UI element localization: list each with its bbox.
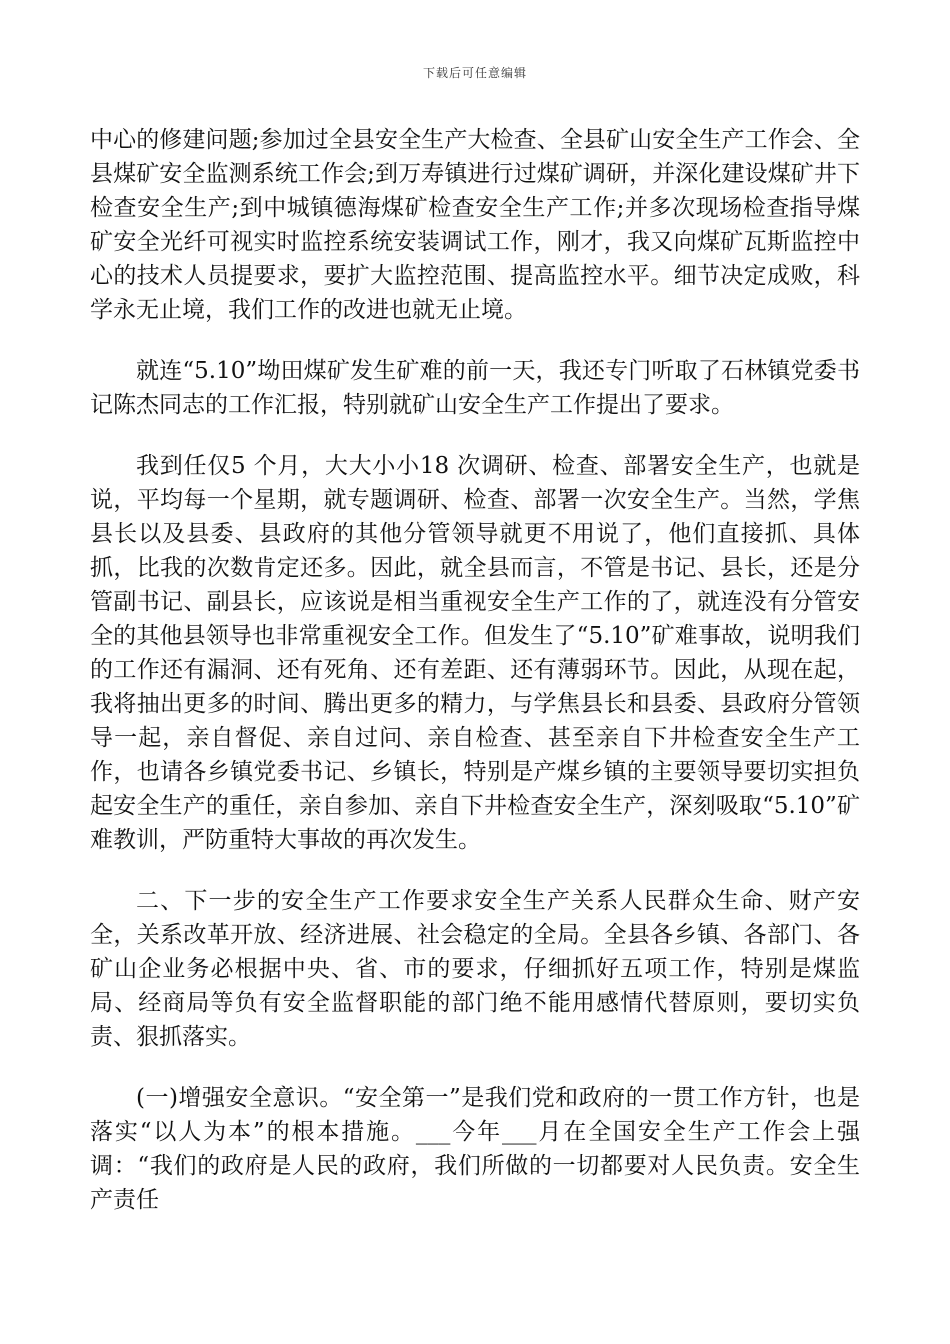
paragraph-4: 二、下一步的安全生产工作要求安全生产关系人民群众生命、财产安全，关系改革开放、经济进展、社会稳定的全局。全县各乡镇、各部门、各矿山企业务必根据中央、省、市的要求，仔细抓好五项工作，特别是煤监局、经商局等负有安全监督职能的部门绝不能用感情代替原则，要切实负责、狠抓落实。 bbox=[90, 888, 860, 1050]
paragraph-5: (一)增强安全意识。“安全第一”是我们党和政府的一贯工作方针，也是落实“以人为本”的根本措施。___今年___月在全国安全生产工作会上强调：“我们的政府是人民的政府，我们所做的一切都要对人民负责。安全生产责任 bbox=[90, 1085, 860, 1213]
header-note: 下载后可任意编辑 bbox=[422, 66, 527, 80]
document-body bbox=[90, 123, 860, 1244]
paragraph-1: 中心的修建问题;参加过全县安全生产大检查、全县矿山安全生产工作会、全县煤矿安全监测系统工作会;到万寿镇进行过煤矿调研，并深化建设煤矿井下检查安全生产;到中城镇德海煤矿检查安全生产工作;并多次现场检查指导煤矿安全光纤可视实时监控系统安装调试工作，刚才，我又向煤矿瓦斯监控中心的技术人员提要求，要扩大监控范围、提高监控水平。细节决定成败，科学永无止境，我们工作的改进也就无止境。 bbox=[90, 127, 860, 323]
paragraph-2: 就连“5.10”坳田煤矿发生矿难的前一天，我还专门听取了石林镇党委书记陈杰同志的工作汇报，特别就矿山安全生产工作提出了要求。 bbox=[90, 358, 860, 418]
paragraph-3: 我到任仅5 个月，大大小小18 次调研、检查、部署安全生产，也就是说，平均每一个星期，就专题调研、检查、部署一次安全生产。当然，学焦县长以及县委、县政府的其他分管领导就更不用说了，他们直接抓、具体抓，比我的次数肯定还多。因此，就全县而言，不管是书记、县长，还是分管副书记、副县长，应该说是相当重视安全生产工作的了，就连没有分管安全的其他县领导也非常重视安全工作。但发生了“5.10”矿难事故，说明我们的工作还有漏洞、还有死角、还有差距、还有薄弱环节。因此，从现在起，我将抽出更多的时间、腾出更多的精力，与学焦县长和县委、县政府分管领导一起，亲自督促、亲自过问、亲自检查、甚至亲自下井检查安全生产工作，也请各乡镇党委书记、乡镇长，特别是产煤乡镇的主要领导要切实担负起安全生产的重任，亲自参加、亲自下井检查安全生产，深刻吸取“5.10”矿难教训，严防重特大事故的再次发生。 bbox=[90, 453, 860, 853]
